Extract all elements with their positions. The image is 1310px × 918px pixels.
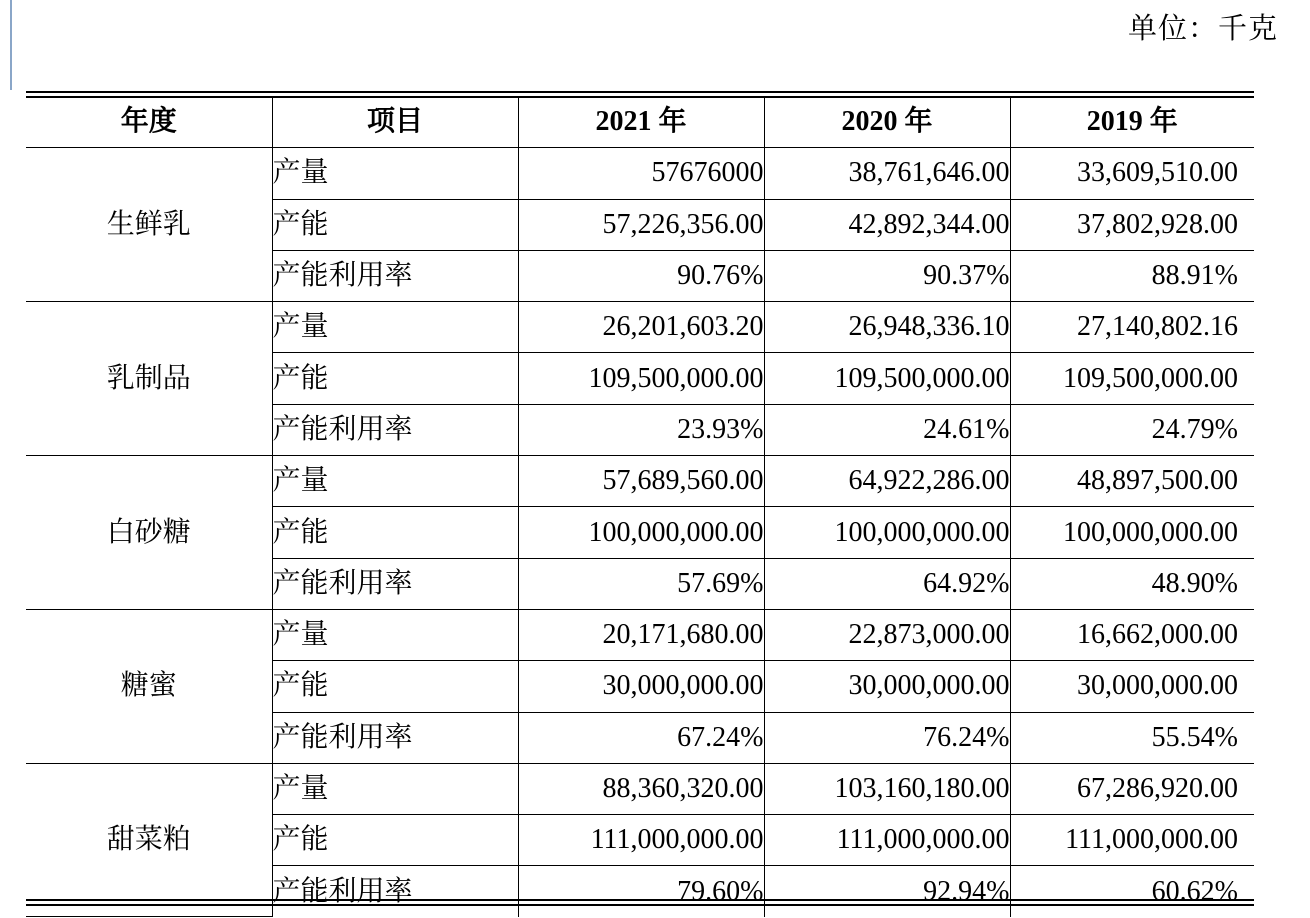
item-cell: 产能: [272, 199, 518, 250]
value-2019: 109,500,000.00: [1010, 353, 1254, 404]
value-2021: 88,360,320.00: [518, 763, 764, 814]
value-2020: 92.94%: [764, 866, 1010, 917]
value-2020: 42,892,344.00: [764, 199, 1010, 250]
value-2019: 37,802,928.00: [1010, 199, 1254, 250]
value-2019: 33,609,510.00: [1010, 148, 1254, 199]
value-2020: 38,761,646.00: [764, 148, 1010, 199]
table-row: [26, 456, 1254, 507]
value-2021: 26,201,603.20: [518, 302, 764, 353]
value-2019: 24.79%: [1010, 404, 1254, 455]
value-2021: 100,000,000.00: [518, 507, 764, 558]
value-2020: 90.37%: [764, 250, 1010, 301]
value-2020: 111,000,000.00: [764, 815, 1010, 866]
value-2021: 90.76%: [518, 250, 764, 301]
value-2019: 111,000,000.00: [1010, 815, 1254, 866]
header-2019: 2019 年: [1010, 97, 1254, 148]
item-cell: 产量: [272, 609, 518, 660]
value-2020: 109,500,000.00: [764, 353, 1010, 404]
table-bottom-rule: [26, 899, 1254, 906]
value-2020: 22,873,000.00: [764, 609, 1010, 660]
header-item: 项目: [272, 97, 518, 148]
header-2020: 2020 年: [764, 97, 1010, 148]
value-2021: 57676000: [518, 148, 764, 199]
value-2019: 48,897,500.00: [1010, 456, 1254, 507]
value-2021: 111,000,000.00: [518, 815, 764, 866]
item-cell: 产能利用率: [272, 712, 518, 763]
category-cell: 乳制品: [26, 302, 272, 456]
value-2021: 30,000,000.00: [518, 661, 764, 712]
value-2021: 57,226,356.00: [518, 199, 764, 250]
table-row: [26, 148, 1254, 199]
item-cell: 产能: [272, 353, 518, 404]
item-cell: 产能利用率: [272, 866, 518, 917]
value-2021: 23.93%: [518, 404, 764, 455]
item-cell: 产能利用率: [272, 250, 518, 301]
value-2019: 60.62%: [1010, 866, 1254, 917]
header-row: [26, 97, 1254, 148]
value-2021: 109,500,000.00: [518, 353, 764, 404]
unit-label: 单位：千克: [1127, 13, 1278, 45]
item-cell: 产能: [272, 661, 518, 712]
item-cell: 产能: [272, 507, 518, 558]
capacity-table: [26, 97, 1254, 917]
page-frame-edge: [10, 0, 12, 90]
value-2021: 79.60%: [518, 866, 764, 917]
category-cell: 糖蜜: [26, 609, 272, 763]
item-cell: 产量: [272, 302, 518, 353]
item-cell: 产能利用率: [272, 404, 518, 455]
item-cell: 产量: [272, 763, 518, 814]
table-row: [26, 609, 1254, 660]
value-2021: 20,171,680.00: [518, 609, 764, 660]
category-cell: 生鲜乳: [26, 148, 272, 302]
value-2021: 57.69%: [518, 558, 764, 609]
item-cell: 产能: [272, 815, 518, 866]
value-2020: 76.24%: [764, 712, 1010, 763]
item-cell: 产量: [272, 456, 518, 507]
header-year: 年度: [26, 97, 272, 148]
value-2020: 64.92%: [764, 558, 1010, 609]
value-2020: 24.61%: [764, 404, 1010, 455]
value-2019: 55.54%: [1010, 712, 1254, 763]
value-2019: 16,662,000.00: [1010, 609, 1254, 660]
value-2020: 30,000,000.00: [764, 661, 1010, 712]
value-2020: 64,922,286.00: [764, 456, 1010, 507]
value-2019: 100,000,000.00: [1010, 507, 1254, 558]
header-2021: 2021 年: [518, 97, 764, 148]
value-2020: 103,160,180.00: [764, 763, 1010, 814]
item-cell: 产能利用率: [272, 558, 518, 609]
value-2019: 27,140,802.16: [1010, 302, 1254, 353]
table-row: [26, 763, 1254, 814]
category-cell: 甜菜粕: [26, 763, 272, 916]
value-2019: 88.91%: [1010, 250, 1254, 301]
value-2019: 30,000,000.00: [1010, 661, 1254, 712]
value-2021: 57,689,560.00: [518, 456, 764, 507]
value-2019: 48.90%: [1010, 558, 1254, 609]
item-cell: 产量: [272, 148, 518, 199]
table-row: [26, 302, 1254, 353]
value-2020: 26,948,336.10: [764, 302, 1010, 353]
value-2020: 100,000,000.00: [764, 507, 1010, 558]
value-2019: 67,286,920.00: [1010, 763, 1254, 814]
value-2021: 67.24%: [518, 712, 764, 763]
category-cell: 白砂糖: [26, 456, 272, 610]
